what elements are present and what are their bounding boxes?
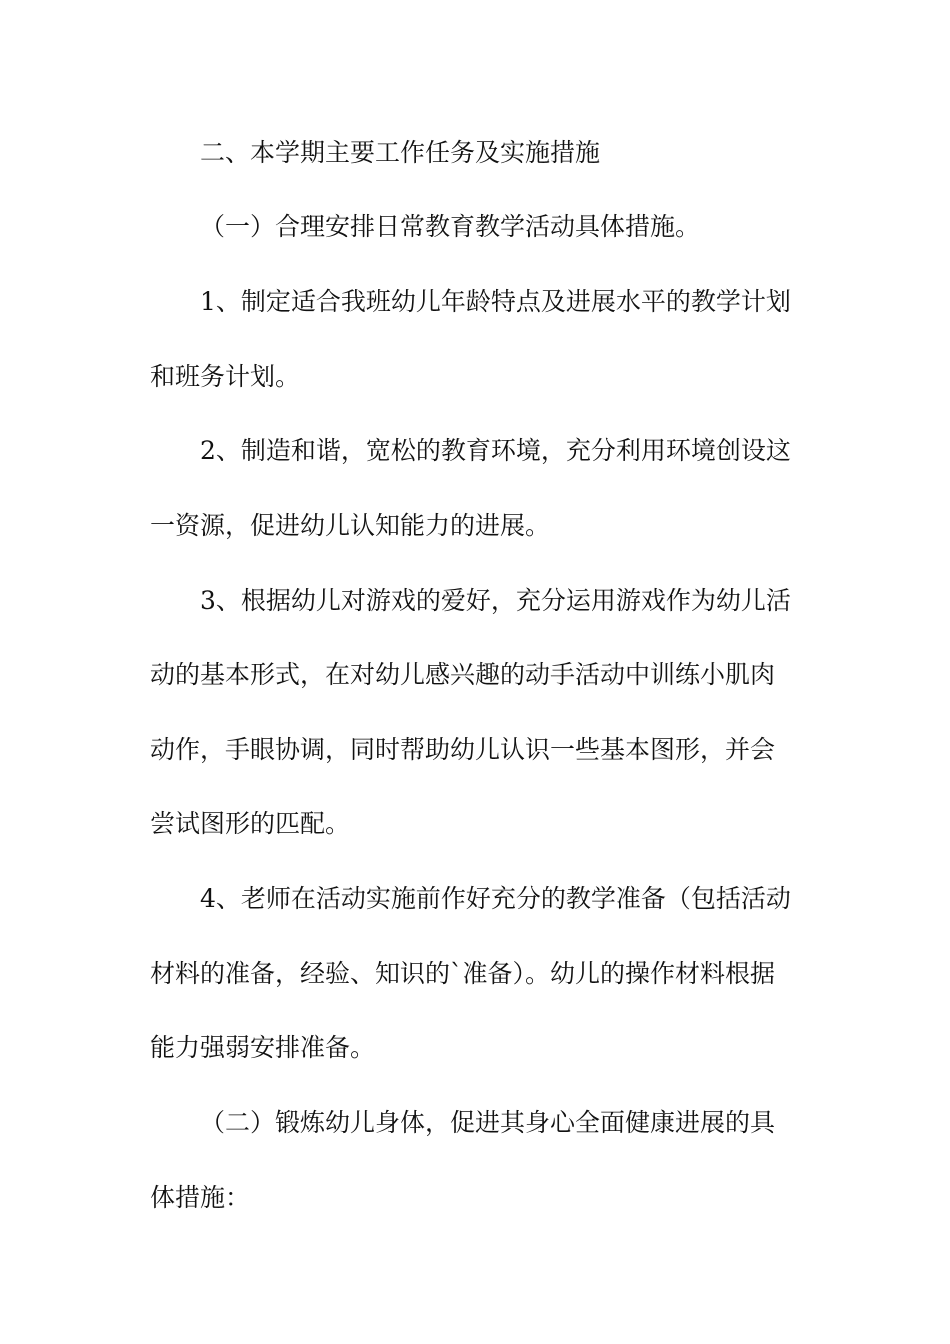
paragraph-line: 材料的准备，经验、知识的`准备）。幼儿的操作材料根据 [150,959,776,988]
paragraph-line: 3、根据幼儿对游戏的爱好，充分运用游戏作为幼儿活 [200,586,791,615]
paragraph-line: 体措施： [150,1183,251,1212]
paragraph-line: 动的基本形式，在对幼儿感兴趣的动手活动中训练小肌肉 [150,660,776,689]
paragraph-line: 尝试图形的匹配。 [150,809,351,838]
paragraph-line: 4、老师在活动实施前作好充分的教学准备（包括活动 [200,884,791,913]
paragraph-line: 动作，手眼协调，同时帮助幼儿认识一些基本图形，并会 [150,735,776,764]
paragraph-line: 能力强弱安排准备。 [150,1033,376,1062]
paragraph-line: 1、制定适合我班幼儿年龄特点及进展水平的教学计划 [200,287,791,316]
subsection-heading: （一）合理安排日常教育教学活动具体措施。 [200,212,701,241]
subsection-heading: （二）锻炼幼儿身体，促进其身心全面健康进展的具 [200,1108,776,1137]
paragraph-line: 一资源，促进幼儿认知能力的进展。 [150,511,551,540]
section-heading: 二、本学期主要工作任务及实施措施 [200,138,601,167]
paragraph-line: 和班务计划。 [150,362,301,391]
paragraph-line: 2、制造和谐，宽松的教育环境，充分利用环境创设这 [200,436,791,465]
